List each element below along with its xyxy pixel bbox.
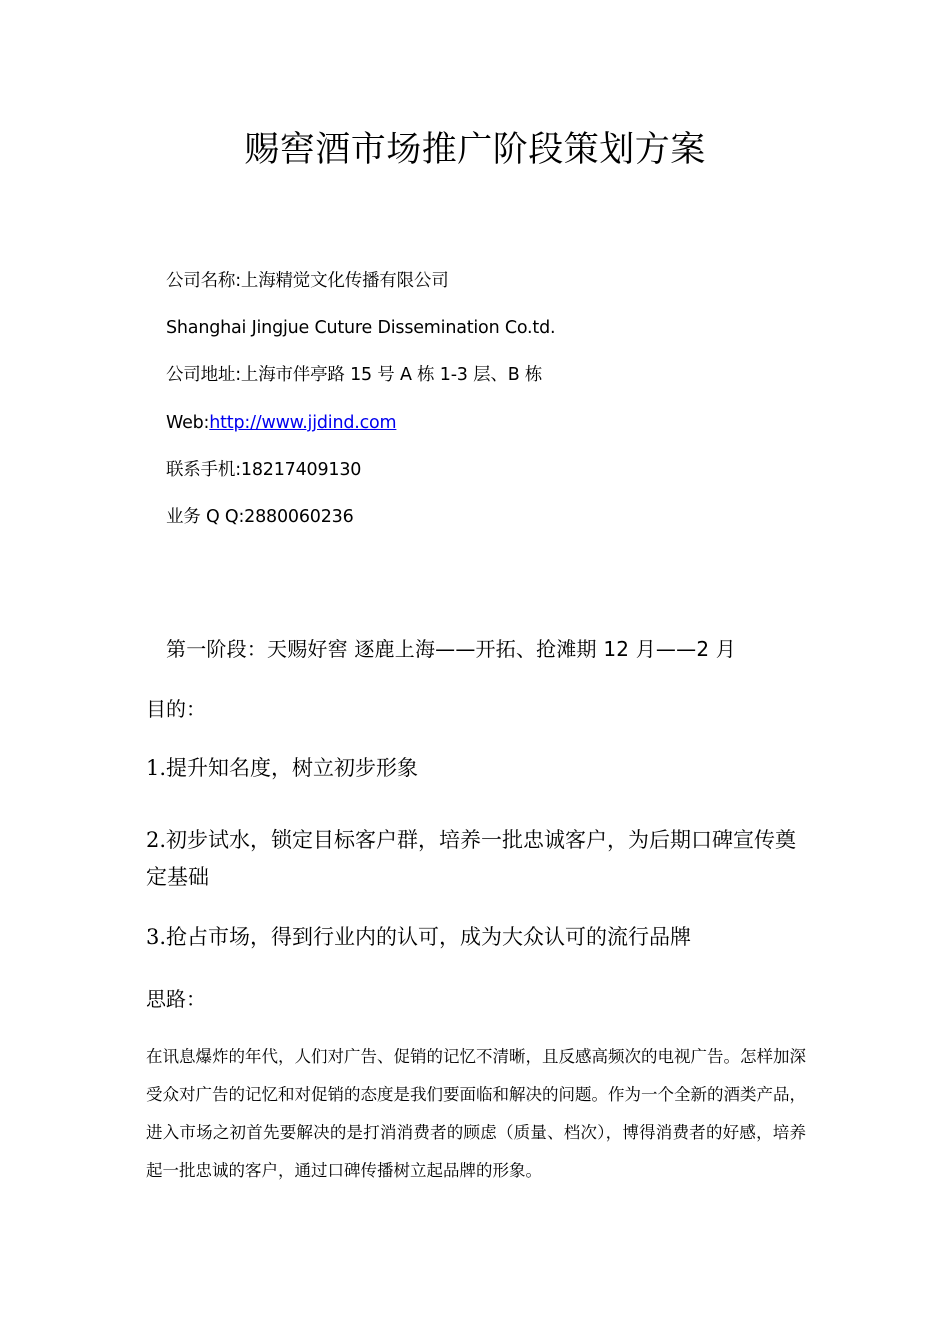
goal-item-2: 2.初步试水，锁定目标客户群，培养一批忠诚客户，为后期口碑宣传奠定基础 [146, 828, 797, 889]
company-address-label: 公司地址: [166, 365, 241, 385]
company-qq-label: 业务 Q Q: [166, 507, 245, 527]
company-web-line [166, 410, 396, 436]
company-phone-value: 18217409130 [240, 460, 362, 480]
purpose-heading: 目的： [146, 697, 206, 721]
company-name-value: 上海精觉文化传播有限公司 [240, 271, 449, 291]
stage-one-heading: 第一阶段：天赐好窖 逐鹿上海——开拓、抢滩期 12 月——2 月 [166, 637, 737, 661]
document-title: 赐窖酒市场推广阶段策划方案 [244, 130, 706, 170]
company-address-line [166, 362, 542, 388]
company-web-link[interactable]: http://www.jjdind.com [209, 413, 397, 433]
company-qq-line [166, 504, 354, 530]
company-web-label: Web: [166, 413, 210, 433]
goal-item-3: 3.抢占市场，得到行业内的认可，成为大众认可的流行品牌 [146, 925, 692, 949]
company-phone-label: 联系手机: [166, 460, 241, 480]
company-name-line [166, 268, 449, 294]
approach-paragraph: 在讯息爆炸的年代，人们对广告、促销的记忆不清晰，且反感高频次的电视广告。怎样加深受众对广告的记忆和对促销的态度是我们要面临和解决的问题。作为一个全新的酒类产品，进入市场之初首先要解决的是打消消费者的顾虑（质量、档次），博得消费者的好感，培养起一批忠诚的客户，通过口碑传播树立起品牌的形象。 [146, 1047, 806, 1180]
company-phone-line [166, 457, 361, 483]
company-name-label: 公司名称: [166, 271, 241, 291]
company-qq-value: 2880060236 [244, 507, 354, 527]
goal-item-1: 1.提升知名度，树立初步形象 [146, 756, 419, 780]
company-address-value: 上海市伴亭路 15 号 A 栋 1-3 层、B 栋 [240, 365, 543, 385]
company-english-name: Shanghai Jingjue Cuture Dissemination Co.td. [166, 318, 556, 338]
approach-heading: 思路： [146, 987, 206, 1011]
